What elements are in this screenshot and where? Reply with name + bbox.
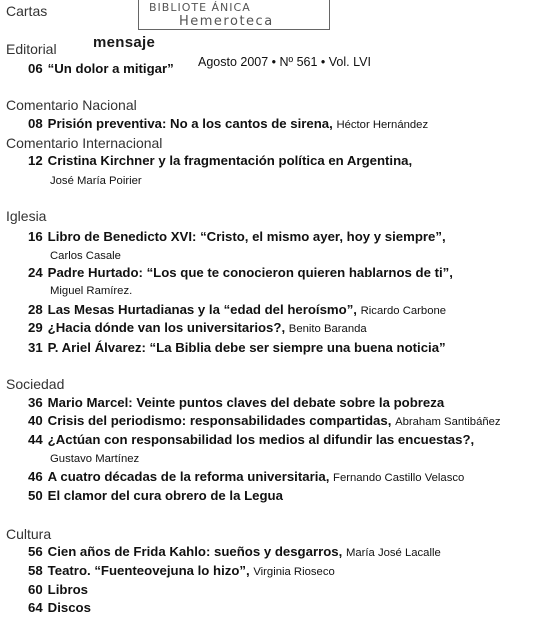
entry-author: Benito Baranda: [288, 323, 367, 335]
toc-entry[interactable]: [28, 61, 174, 76]
toc-entry[interactable]: [28, 432, 474, 447]
section-sociedad: Sociedad: [6, 376, 65, 392]
toc-entry[interactable]: [28, 469, 464, 484]
page-number: 28: [28, 302, 43, 317]
section-comentario-nacional: Comentario Nacional: [6, 97, 137, 113]
toc-entry[interactable]: [28, 563, 335, 578]
entry-author: Fernando Castillo Velasco: [333, 472, 465, 484]
entry-title: Teatro. “Fuenteovejuna lo hizo”,: [47, 563, 250, 578]
section-editorial: Editorial: [6, 41, 57, 57]
page-number: 24: [28, 265, 43, 280]
entry-title: Libro de Benedicto XVI: “Cristo, el mismo ayer, hoy y siempre”,: [47, 229, 446, 244]
page-number: 29: [28, 320, 43, 335]
entry-title: Mario Marcel: Veinte puntos claves del debate sobre la pobreza: [47, 395, 445, 410]
page-number: 16: [28, 229, 43, 244]
entry-title: Libros: [47, 582, 88, 597]
page-number: 31: [28, 340, 43, 355]
page-number: 46: [28, 469, 43, 484]
entry-author: Carlos Casale: [50, 250, 121, 262]
magazine-logo: mensaje: [93, 34, 156, 51]
entry-author: Héctor Hernández: [336, 119, 429, 131]
page-number: 12: [28, 153, 43, 168]
entry-title: P. Ariel Álvarez: “La Biblia debe ser siempre una buena noticia”: [47, 340, 446, 355]
toc-entry[interactable]: [28, 488, 283, 503]
page-number: 06: [28, 61, 43, 76]
entry-title: ¿Actúan con responsabilidad los medios al difundir las encuestas?,: [47, 432, 475, 447]
entry-author: María José Lacalle: [345, 547, 441, 559]
entry-title: Discos: [47, 600, 91, 615]
entry-author: Miguel Ramírez.: [50, 285, 133, 297]
entry-title: Las Mesas Hurtadianas y la “edad del heroísmo”,: [47, 302, 357, 317]
toc-entry[interactable]: [28, 600, 91, 615]
page-number: 40: [28, 413, 43, 428]
page-number: 60: [28, 582, 43, 597]
toc-entry[interactable]: [28, 413, 501, 428]
entry-title: ¿Hacia dónde van los universitarios?,: [47, 320, 286, 335]
section-iglesia: Iglesia: [6, 208, 47, 224]
entry-author: José María Poirier: [50, 175, 142, 187]
page-number: 44: [28, 432, 43, 447]
section-cartas[interactable]: Cartas: [6, 3, 48, 19]
issue-info: Agosto 2007 • Nº 561 • Vol. LVI: [198, 55, 371, 69]
entry-title: A cuatro décadas de la reforma universitaria,: [47, 469, 330, 484]
library-stamp: [138, 0, 330, 30]
entry-author: Virginia Rioseco: [253, 566, 335, 578]
toc-entry[interactable]: [28, 153, 412, 168]
toc-entry[interactable]: [28, 395, 444, 410]
stamp-line-1: BIBLIOTE ÁNICA: [149, 1, 251, 14]
page-number: 64: [28, 600, 43, 615]
entry-title: Padre Hurtado: “Los que te conocieron quieren hablarnos de ti”,: [47, 265, 453, 280]
stamp-line-2: Hemeroteca: [179, 14, 274, 29]
toc-entry[interactable]: [28, 320, 367, 335]
entry-title: Crisis del periodismo: responsabilidades compartidas,: [47, 413, 392, 428]
section-cultura: Cultura: [6, 526, 52, 542]
entry-title: El clamor del cura obrero de la Legua: [47, 488, 283, 503]
entry-author: Abraham Santibáñez: [395, 416, 501, 428]
page-number: 56: [28, 544, 43, 559]
toc-entry[interactable]: [28, 544, 441, 559]
section-comentario-internacional: Comentario Internacional: [6, 135, 163, 151]
toc-entry[interactable]: [28, 340, 446, 355]
entry-title: Prisión preventiva: No a los cantos de sirena,: [47, 116, 333, 131]
toc-entry[interactable]: [28, 229, 446, 244]
page-number: 36: [28, 395, 43, 410]
entry-author: Ricardo Carbone: [360, 305, 447, 317]
entry-title: “Un dolor a mitigar”: [47, 61, 174, 76]
toc-entry[interactable]: [28, 302, 446, 317]
entry-title: Cristina Kirchner y la fragmentación política en Argentina,: [47, 153, 413, 168]
toc-entry[interactable]: [28, 265, 453, 280]
page-number: 50: [28, 488, 43, 503]
page-number: 58: [28, 563, 43, 578]
toc-entry[interactable]: [28, 582, 88, 597]
toc-entry[interactable]: [28, 116, 428, 131]
entry-author: Gustavo Martínez: [50, 453, 140, 465]
entry-title: Cien años de Frida Kahlo: sueños y desgarros,: [47, 544, 343, 559]
page-number: 08: [28, 116, 43, 131]
